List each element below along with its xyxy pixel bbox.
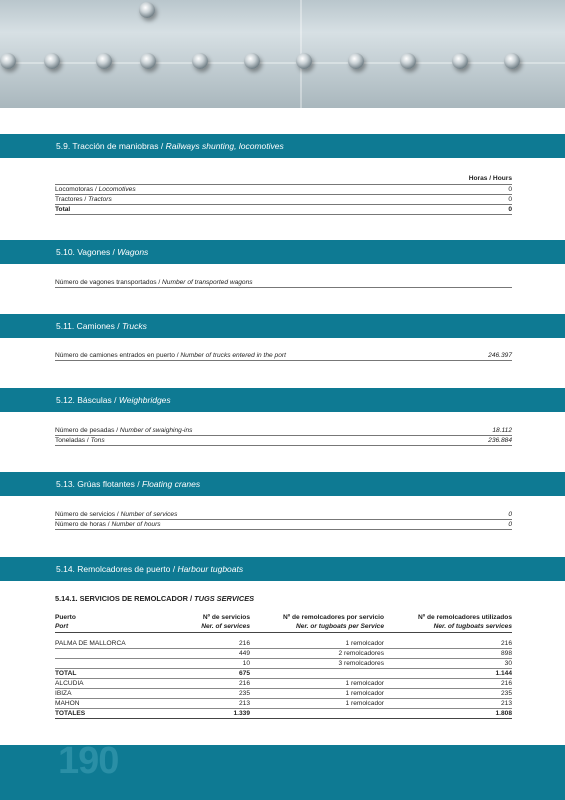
table-row: Locomotoras / Locomotives 0 [55,186,512,193]
table-row: Número de camiones entrados en puerto / Number of trucks entered in the port 246.397 [55,352,512,359]
header-photo-riveted-steel [0,0,565,108]
table-trucks [55,351,512,361]
table-row: 449 2 remolcadores 898 [55,649,512,659]
table-wagons [55,278,512,288]
table-row: ALCUDIA 216 1 remolcador 216 [55,680,512,687]
table-row: Tractores / Tractors 0 [55,196,512,203]
rivet-icon [96,53,112,69]
section-title-5-9: 5.9. Tracción de maniobras / Railways shunting, locomotives [0,134,565,158]
table-floating-cranes [55,510,512,530]
table-header: Puerto Nº de servicios Nº de remolcadores por servicio Nº de remolcadores utilizados [55,614,512,621]
section-title-5-14: 5.14. Remolcadores de puerto / Harbour tugboats [0,557,565,581]
page-number: 190 [58,740,119,782]
table-total-row: TOTAL 675 1.144 [55,670,512,677]
rivet-icon [192,53,208,69]
table-row: MAHON 213 1 remolcador 213 [55,700,512,707]
table-row: PALMA DE MALLORCA 216 1 remolcador 216 [55,640,512,647]
table-header-english: Port Ner. of services Ner. or tugboats per Service Ner. of tugboats services [55,622,512,633]
table-weighbridges [55,426,512,446]
table-row: 10 3 remolcadores 30 [55,659,512,669]
table-grand-total-row: TOTALES 1.339 1.808 [55,710,512,717]
plate-seam [0,62,565,64]
table-row: Toneladas / Tons 236.884 [55,437,512,444]
table-header [55,174,512,185]
table-tug-services [55,613,512,719]
rivet-icon [139,2,155,18]
rivet-icon [348,53,364,69]
column-header-hours: Horas / Hours [468,175,512,182]
rivet-icon [140,53,156,69]
rivet-icon [244,53,260,69]
table-row: Número de vagones transportados / Number of transported wagons [55,278,512,288]
section-title-5-11: 5.11. Camiones / Trucks [0,314,565,338]
table-row: IBIZA 235 1 remolcador 235 [55,690,512,697]
rivet-icon [504,53,520,69]
rivet-icon [296,53,312,69]
rivet-icon [400,53,416,69]
section-title-5-10: 5.10. Vagones / Wagons [0,240,565,264]
rivet-icon [44,53,60,69]
table-railways-shunting [55,174,512,215]
section-title-5-12: 5.12. Básculas / Weighbridges [0,388,565,412]
section-title-5-13: 5.13. Grúas flotantes / Floating cranes [0,472,565,496]
table-row: Número de horas / Number of hours 0 [55,521,512,528]
rivet-icon [452,53,468,69]
subsection-title-tugs-services: 5.14.1. SERVICIOS DE REMOLCADOR / TUGS SERVICES [55,594,255,603]
table-row: Número de pesadas / Number of swaighing-ins 18.112 [55,427,512,434]
table-total-row: Total 0 [55,206,512,213]
table-row: Número de servicios / Number of services 0 [55,511,512,518]
rivet-icon [0,53,16,69]
